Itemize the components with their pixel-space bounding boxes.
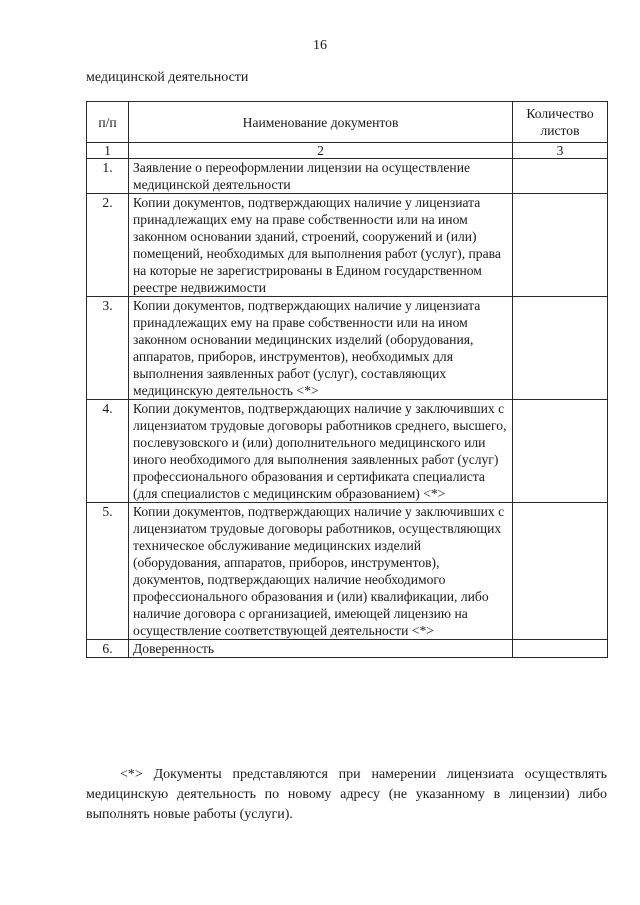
- row-number: 6.: [87, 640, 129, 658]
- row-number: 5.: [87, 503, 129, 640]
- table-row: [87, 640, 608, 658]
- column-index: 2: [129, 143, 513, 159]
- sheet-count-cell: [513, 640, 608, 658]
- footnote: <*> Документы представляются при намерении лицензиата осуществлять медицинскую деятельность по новому адресу (не указанному в лицензии) либо выполнять новые работы (услуги).: [86, 767, 607, 822]
- document-name: Копии документов, подтверждающих наличие у лицензиата принадлежащих ему на праве собственности или на ином законном основании зданий, строений, сооружений и (или) помещений, необходимых для выполнения работ (услуг), права на которые не зарегистрированы в Едином государственном реестре недвижимости: [129, 194, 513, 297]
- documents-table: [86, 101, 608, 658]
- header-number: п/п: [87, 102, 129, 143]
- column-index-row: [87, 143, 608, 159]
- table-row: [87, 400, 608, 503]
- table-header-row: [87, 102, 608, 143]
- row-number: 2.: [87, 194, 129, 297]
- row-number: 3.: [87, 297, 129, 400]
- table-row: [87, 297, 608, 400]
- document-name: Доверенность: [129, 640, 513, 658]
- page-number: 16: [313, 38, 327, 53]
- sheet-count-cell: [513, 194, 608, 297]
- row-number: 1.: [87, 159, 129, 194]
- document-name: Копии документов, подтверждающих наличие у лицензиата принадлежащих ему на праве собственности или на ином законном основании медицинских изделий (оборудования, аппаратов, приборов, инструментов), необходимых для выполнения заявленных работ (услуг), составляющих медицинскую деятельность <*>: [129, 297, 513, 400]
- sheet-count-cell: [513, 297, 608, 400]
- sheet-count-cell: [513, 503, 608, 640]
- column-index: 3: [513, 143, 608, 159]
- table-row: [87, 194, 608, 297]
- column-index: 1: [87, 143, 129, 159]
- sheet-count-cell: [513, 400, 608, 503]
- header-document-name: Наименование документов: [129, 102, 513, 143]
- continuation-text: медицинской деятельности: [86, 70, 249, 85]
- sheet-count-cell: [513, 159, 608, 194]
- document-name: Копии документов, подтверждающих наличие у заключивших с лицензиатом трудовые договоры работников, осуществляющих техническое обслуживание медицинских изделий (оборудования, аппаратов, приборов, инструментов), документов, подтверждающих наличие необходимого профессионального образования и (или) квалификации, либо наличие договора с организацией, имеющей лицензию на осуществление соответствующей деятельности <*>: [129, 503, 513, 640]
- document-name: Копии документов, подтверждающих наличие у заключивших с лицензиатом трудовые договоры работников среднего, высшего, послевузовского и (или) дополнительного медицинского или иного необходимого для выполнения заявленных работ (услуг) профессионального образования и сертификата специалиста (для специалистов с медицинским образованием) <*>: [129, 400, 513, 503]
- row-number: 4.: [87, 400, 129, 503]
- document-name: Заявление о переоформлении лицензии на осуществление медицинской деятельности: [129, 159, 513, 194]
- table-row: [87, 503, 608, 640]
- header-sheet-count: Количество листов: [513, 102, 608, 143]
- table-row: [87, 159, 608, 194]
